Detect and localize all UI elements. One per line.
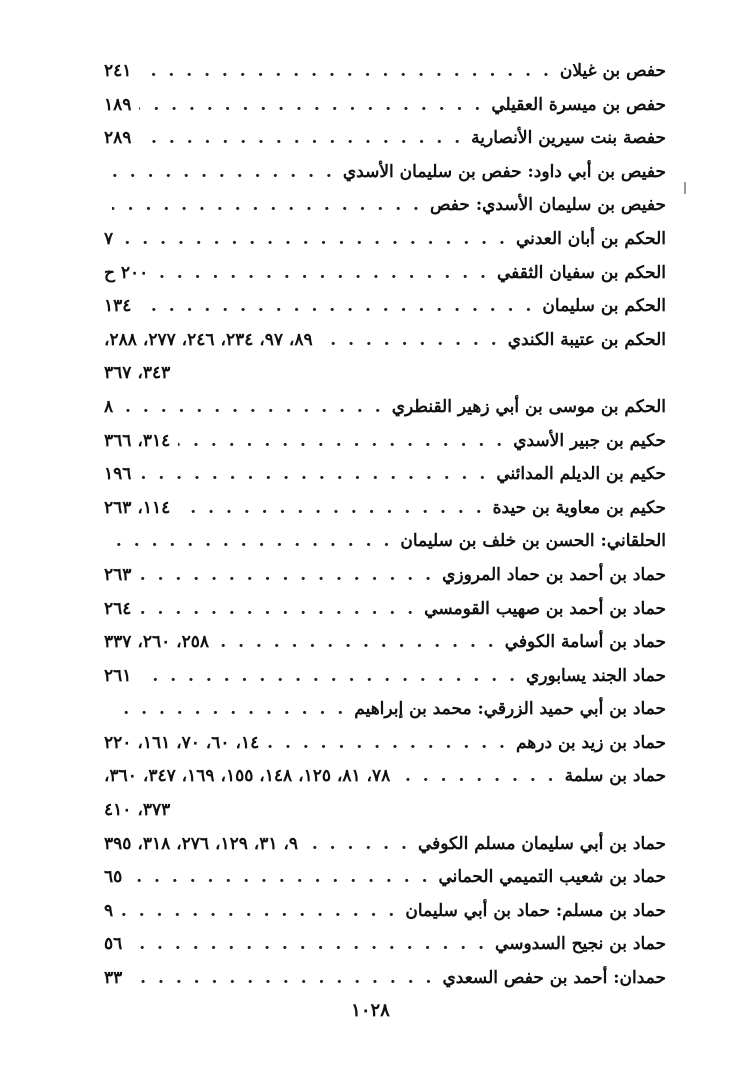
leader-dots xyxy=(178,425,505,459)
entry-name: حكيم بن معاوية بن حيدة xyxy=(492,497,666,518)
index-entry xyxy=(104,928,666,962)
entry-pages: ٣٣ xyxy=(104,968,123,989)
entry-pages: ١٣٤ xyxy=(104,296,132,317)
leader-dots xyxy=(139,122,463,156)
index-entry xyxy=(104,324,666,358)
index-entry xyxy=(104,55,666,89)
entry-name: الحكم بن موسى بن أبي زهير القنطري xyxy=(391,396,666,417)
name-index xyxy=(104,55,666,996)
leader-dots xyxy=(130,928,487,962)
entry-name: حماد الجند يسابوري xyxy=(526,665,666,686)
entry-pages: ٢٦٤ xyxy=(104,598,132,619)
entry-name: حفص بن ميسرة العقيلي xyxy=(491,94,666,115)
entry-pages: ٢٤١ xyxy=(104,61,132,81)
entry-pages: ٢٠٠ ح xyxy=(104,262,149,283)
entry-pages: ٢٦٣ xyxy=(104,564,132,585)
leader-dots xyxy=(112,693,346,727)
entry-name: حماد بن أحمد بن حماد المروزي xyxy=(442,564,666,585)
leader-dots xyxy=(139,290,534,324)
entry-pages: ٨٩، ٩٧، ٢٣٤، ٢٤٦، ٢٧٧، ٢٨٨، xyxy=(104,329,313,350)
index-entry xyxy=(104,962,666,996)
entry-name: حكيم بن جبير الأسدي xyxy=(513,430,666,451)
leader-dots xyxy=(267,727,508,761)
index-entry xyxy=(104,122,666,156)
entry-name: حكيم بن الديلم المدائني xyxy=(496,464,666,485)
entry-pages: ٥٦ xyxy=(104,934,123,955)
leader-dots xyxy=(321,324,500,358)
index-entry xyxy=(104,593,666,627)
entry-pages: ٣١٤، ٣٦٦ xyxy=(104,430,171,451)
index-entry-continuation xyxy=(104,794,666,828)
leader-dots xyxy=(178,492,484,526)
entry-name: الحكم بن سليمان xyxy=(542,296,666,317)
entry-pages: ٢٨٩ xyxy=(104,128,132,149)
entry-pages: ٢٦١ xyxy=(104,665,132,686)
entry-name: حماد بن أسامة الكوفي xyxy=(504,632,666,653)
entry-name: حماد بن نجيح السدوسي xyxy=(495,934,666,955)
index-entry xyxy=(104,660,666,694)
leader-dots xyxy=(139,660,518,694)
index-entry xyxy=(104,760,666,794)
index-entry xyxy=(104,458,666,492)
entry-name: حماد بن شعيب التميمي الحماني xyxy=(438,867,666,888)
index-entry xyxy=(104,391,666,425)
index-entry xyxy=(104,156,666,190)
entry-pages: ٨ xyxy=(104,396,114,417)
leader-dots xyxy=(112,525,392,559)
entry-pages: ١٤، ٦٠، ٧٠، ١٦١، ٢٢٠ xyxy=(104,732,260,753)
leader-dots xyxy=(112,189,422,223)
leader-dots xyxy=(398,760,556,794)
entry-pages: ١٩٦ xyxy=(104,464,132,485)
index-entry xyxy=(104,223,666,257)
leader-dots xyxy=(112,156,335,190)
leader-dots xyxy=(217,626,497,660)
index-entry xyxy=(104,525,666,559)
leader-dots xyxy=(130,861,430,895)
entry-name: حفيص بن سليمان الأسدي: حفص xyxy=(429,195,666,216)
index-entry-continuation xyxy=(104,357,666,391)
entry-pages: ٩، ٣١، ١٢٩، ٢٧٦، ٣١٨، ٣٩٥ xyxy=(104,833,299,854)
entry-name: الحكم بن عتيبة الكندي xyxy=(507,329,666,350)
page-number: ١٠٢٨ xyxy=(351,1000,390,1021)
index-entry xyxy=(104,559,666,593)
index-entry xyxy=(104,290,666,324)
index-entry xyxy=(104,189,666,223)
leader-dots xyxy=(139,593,416,627)
index-entry xyxy=(104,257,666,291)
entry-name: حفيص بن أبي داود: حفص بن سليمان الأسدي xyxy=(342,161,666,182)
entry-name: حماد بن أحمد بن صهيب القومسي xyxy=(424,598,666,619)
entry-pages: ١٨٩ xyxy=(104,94,132,115)
entry-name: حماد بن أبي سليمان مسلم الكوفي xyxy=(417,833,666,854)
leader-dots xyxy=(121,895,397,929)
entry-pages: ٢٥٨، ٢٦٠، ٣٣٧ xyxy=(104,632,210,653)
index-entry xyxy=(104,693,666,727)
entry-pages: ٦٥ xyxy=(104,867,123,888)
entry-name: حمدان: أحمد بن حفص السعدي xyxy=(442,968,666,989)
entry-pages: ٧٨، ٨١، ١٢٥، ١٤٨، ١٥٥، ١٦٩، ٣٤٧، ٣٦٠، xyxy=(104,766,391,787)
leader-dots xyxy=(139,55,552,89)
leader-dots xyxy=(139,458,488,492)
leader-dots xyxy=(139,559,434,593)
leader-dots xyxy=(306,828,410,862)
entry-name: حفصة بنت سيرين الأنصارية xyxy=(471,128,666,149)
entry-name: حماد بن مسلم: حماد بن أبي سليمان xyxy=(405,900,666,921)
index-entry xyxy=(104,861,666,895)
entry-pages: ١١٤، ٢٦٣ xyxy=(104,497,171,518)
entry-name: الحكم بن سفيان الثقفي xyxy=(496,262,666,283)
leader-dots xyxy=(121,223,508,257)
leader-dots xyxy=(130,962,434,996)
leader-dots xyxy=(139,89,483,123)
index-entry xyxy=(104,89,666,123)
entry-name: حماد بن زيد بن درهم xyxy=(515,732,666,753)
index-entry xyxy=(104,828,666,862)
entry-name: حماد بن سلمة xyxy=(564,766,666,787)
entry-pages: ٣٤٣، ٣٦٧ xyxy=(104,363,171,384)
index-entry xyxy=(104,425,666,459)
index-entry xyxy=(104,895,666,929)
entry-name: حفص بن غيلان xyxy=(559,61,666,81)
leader-dots xyxy=(156,257,489,291)
margin-mark xyxy=(684,182,686,194)
entry-name: الحكم بن أبان العدني xyxy=(515,228,666,249)
entry-name: حماد بن أبي حميد الزرقي: محمد بن إبراهيم xyxy=(354,699,666,720)
leader-dots xyxy=(121,391,384,425)
entry-pages: ٧ xyxy=(104,228,114,249)
entry-pages: ٣٧٣، ٤١٠ xyxy=(104,800,171,821)
index-entry xyxy=(104,492,666,526)
index-entry xyxy=(104,626,666,660)
entry-pages: ٩ xyxy=(104,900,114,921)
entry-name: الحلقاني: الحسن بن خلف بن سليمان xyxy=(400,531,666,552)
index-entry xyxy=(104,727,666,761)
